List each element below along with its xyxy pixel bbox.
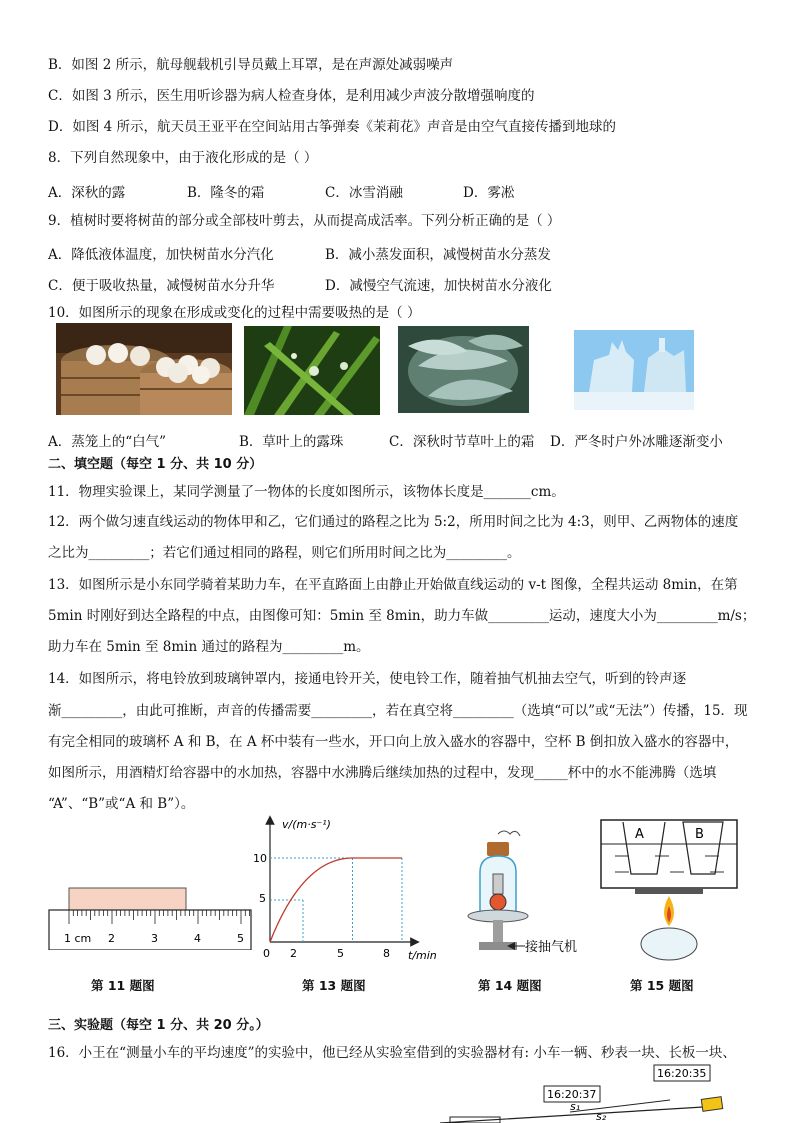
water-container (601, 820, 737, 888)
graph-xtick-5: 5 (337, 947, 344, 960)
figure-caption-13: 第 13 题图 (302, 978, 366, 993)
ruler-label-3: 3 (151, 932, 158, 945)
ruler-label-1: 1 cm (64, 932, 92, 945)
q8-stem: 8．下列自然现象中，由于液化形成的是（ ） (48, 150, 318, 166)
q7-option-c: C．如图 3 所示，医生用听诊器为病人检查身体，是利用减少声波分散增强响度的 (48, 88, 535, 104)
q9-option-c: C．便于吸收热量，减慢树苗水分升华 (48, 278, 275, 294)
graph-xtick-2: 2 (290, 947, 297, 960)
timer-mid-label: 16:20:37 (547, 1088, 597, 1101)
graph-xtick-8: 8 (383, 947, 390, 960)
q9-option-a: A．降低液体温度，加快树苗水分汽化 (48, 247, 274, 263)
cup-a-label: A (635, 827, 644, 842)
q14-line-2: 渐_________，由此可推断，声音的传播需要_________，若在真空将_________（选填“可以”或“无法”）传播，15．现 (48, 703, 748, 719)
q10-stem: 10．如图所示的现象在形成或变化的过程中需要吸热的是（ ） (48, 305, 421, 321)
q14-line-3: 有完全相同的玻璃杯 A 和 B，在 A 杯中装有一些水，开口向上放入盛水的容器中，空杯 B 倒扣放入盛水的容器中， (48, 734, 739, 750)
ruler-label-4: 4 (194, 932, 201, 945)
velocity-curve (270, 858, 402, 942)
measured-object (69, 888, 186, 910)
q13-line-3: 助力车在 5min 至 8min 通过的路程为_________m。 (48, 639, 370, 655)
pump-label: 接抽气机 (525, 940, 578, 955)
q16-text: 16．小王在“测量小车的平均速度”的实验中，他已经从实验室借到的实验器材有: 小车一辆、秒表一块、长板一块、 (48, 1045, 736, 1061)
figure-caption-14: 第 14 题图 (478, 978, 542, 993)
q14-line-5: “A”、“B”或“A 和 B”）。 (48, 796, 195, 812)
toy-cart (701, 1097, 722, 1112)
graph-xlabel: t/min (408, 949, 437, 962)
q13-line-1: 13．如图所示是小东同学骑着某助力车，在平直路面上由静止开始做直线运动的 v-t 图像，全程共运动 8min，在第 (48, 577, 738, 593)
alcohol-lamp (641, 928, 697, 960)
ruler-label-2: 2 (108, 932, 115, 945)
q9-option-b: B．减小蒸发面积，减慢树苗水分蒸发 (325, 247, 551, 263)
ruler-figure (44, 880, 256, 950)
cup-b-label: B (695, 827, 704, 842)
q9-stem: 9．植树时要将树苗的部分或全部枝叶剪去，从而提高成活率。下列分析正确的是（ ） (48, 213, 561, 229)
figure-caption-15: 第 15 题图 (630, 978, 694, 993)
timer-top-label: 16:20:35 (657, 1067, 707, 1080)
steamer-photo (56, 323, 232, 415)
q9-option-d: D．减慢空气流速，加快树苗水分液化 (325, 278, 552, 294)
bell-jar-figure (455, 824, 595, 962)
q8-option-c: C．冰雪消融 (325, 185, 403, 201)
q14-line-4: 如图所示，用酒精灯给容器中的水加热，容器中水沸腾后继续加热的过程中，发现_____杯中的水不能沸腾（选填 (48, 765, 717, 781)
electric-bell (490, 894, 506, 910)
q11-text: 11．物理实验课上，某同学测量了一物体的长度如图所示，该物体长度是_______cm。 (48, 484, 565, 500)
q12-line-2: 之比为_________；若它们通过相同的路程，则它们所用时间之比为_________。 (48, 545, 521, 561)
section-2-heading: 二、填空题（每空 1 分、共 10 分） (48, 457, 263, 472)
s1-label: s₁ (570, 1100, 581, 1113)
q12-line-1: 12．两个做匀速直线运动的物体甲和乙，它们通过的路程之比为 5:2，所用时间之比为 4:3，则甲、乙两物体的速度 (48, 514, 739, 530)
section-3-heading: 三、实验题（每空 1 分、共 20 分。） (48, 1018, 269, 1033)
frost-photo (398, 326, 529, 413)
incline-figure (440, 1060, 740, 1123)
q8-option-a: A．深秋的露 (48, 185, 126, 201)
q10-option-a: A．蒸笼上的“白气” (48, 434, 167, 450)
vt-graph-figure (250, 812, 450, 964)
graph-ytick-5: 5 (259, 892, 266, 905)
graph-ylabel: v/(m·s⁻¹) (282, 818, 331, 831)
q8-option-b: B．隆冬的霜 (187, 185, 265, 201)
s2-label: s₂ (596, 1110, 607, 1123)
graph-xtick-0: 0 (263, 947, 270, 960)
ruler-label-5: 5 (237, 932, 244, 945)
beaker-figure (595, 814, 745, 964)
q13-line-2: 5min 时刚好到达全路程的中点，由图像可知：5min 至 8min，助力车做_________运动，速度大小为_________m/s； (48, 608, 756, 624)
q7-option-b: B．如图 2 所示，航母舰载机引导员戴上耳罩，是在声源处减弱噪声 (48, 57, 454, 73)
q10-option-b: B．草叶上的露珠 (239, 434, 344, 450)
q10-option-d: D．严冬时户外冰雕逐渐变小 (550, 434, 723, 450)
figure-caption-11: 第 11 题图 (91, 978, 155, 993)
graph-ytick-10: 10 (253, 852, 267, 865)
ice-sculpture-photo (574, 330, 694, 410)
q7-option-d: D．如图 4 所示，航天员王亚平在空间站用古筝弹奏《茉莉花》声音是由空气直接传播到地球的 (48, 119, 616, 135)
q8-option-d: D．雾凇 (463, 185, 515, 201)
q14-line-1: 14．如图所示，将电铃放到玻璃钟罩内，接通电铃开关，使电铃工作，随着抽气机抽去空气，听到的铃声逐 (48, 671, 687, 687)
grass-dew-photo (244, 326, 380, 415)
q10-option-c: C．深秋时节草叶上的霜 (389, 434, 535, 450)
